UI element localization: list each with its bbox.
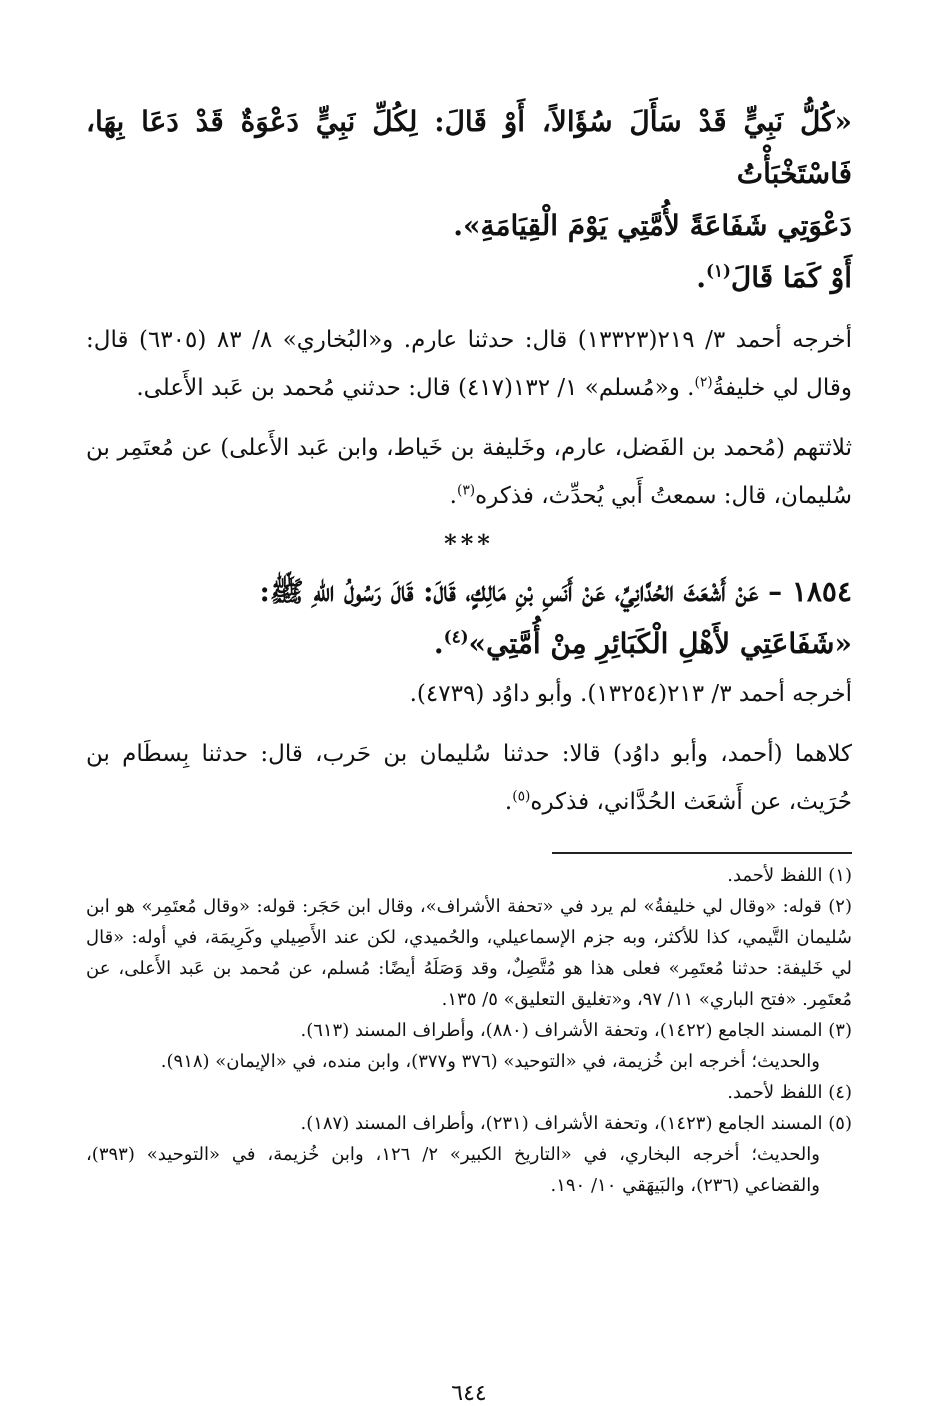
isnad-paragraph-2 [86,730,852,826]
footnote-ref-4: (٤) [443,626,469,647]
hadith-2-line-1-text: عَنْ أَشْعَثَ الحُدَّانِيِّ، عَنْ أَنَسِ بْنِ مَالِكٍ، قَالَ: قَالَ رَسُولُ اللهِ ﷺ: [259,575,759,608]
footnote-divider [552,852,852,854]
isnad-2-text: كلاهما (أحمد، وأبو داوُد) قالا: حدثنا سُليمان بن حَرب، قال: حدثنا بِسطَام بن حُرَيث، عن أَشعَث الحُدَّاني، فذكره [86,741,852,815]
hadith-2-line-2-text: «شَفَاعَتِي لأَهْلِ الْكَبَائِرِ مِنْ أُمَّتِي» [468,627,852,660]
book-page [86,96,853,1406]
footnote-ref-2: (٢) [694,374,713,391]
page-number: ٦٤٤ [451,1381,487,1406]
takhrij-1-text-a: أخرجه أحمد ٣/ ٢١٩(١٣٣٢٣) قال: حدثنا عارم. و«البُخاري» ٨/ ٨٣ (٦٣٠٥) قال: وقال لي خليفةُ [86,327,853,401]
footnote-5: (٥) المسند الجامع (١٤٢٣)، وتحفة الأشراف (٢٣١)، وأطراف المسند (١٨٧). [300,1113,852,1134]
isnad-2-end: . [504,789,513,815]
footnote-2: (٢) قوله: «وقال لي خليفةُ» لم يرد في «تحفة الأشراف»، وقال ابن حَجَر: قوله: «وقال مُعتَمِر» هو ابن سُليمان التَّيمي، كذا للأكثر، وبه جزم الإسماعيلي، والحُميدي، لكن عند الأَصِيلي وكَرِيمَة، في أوله: «قال لي خَليفة: حدثنا مُعتَمِر» فعلى هذا هو مُتَّصِلٌ، وقد وَصَلَهُ أيضًا: مُسلم، عن مُحمد بن عَبد الأَعلى، عن مُعتَمِر. «فتح الباري» ١١/ ٩٧، و«تغليق التعليق» ٥/ ١٣٥. [86,896,852,1010]
quote-line-1: «كُلُّ نَبِيٍّ قَدْ سَأَلَ سُؤَالاً، أَوْ قَالَ: لِكُلِّ نَبِيٍّ دَعْوَةٌ قَدْ دَعَا بِهَا، فَاسْتَخْبَأْتُ [86,105,852,190]
footnote-ref-5: (٥) [512,788,531,805]
isnad-1-text: ثلاثتهم (مُحمد بن الفَضل، عارم، وخَليفة بن خَياط، وابن عَبد الأَعلى) عن مُعتَمِر بن سُليمان، قال: سمعتُ أَبي يُحدِّث، فذكره [86,435,852,509]
footnote-3-note: والحديث؛ أخرجه ابن خُزيمة، في «التوحيد» (٣٧٦ و٣٧٧)، وابن منده، في «الإيمان» (٩١٨). [160,1051,820,1072]
footnotes [86,860,852,1201]
footnote-3: (٣) المسند الجامع (١٤٢٢)، وتحفة الأشراف (٨٨٠)، وأطراف المسند (٦١٣). [300,1020,852,1041]
section-separator: *** [444,529,494,558]
footnote-5-note: والحديث؛ أخرجه البخاري، في «التاريخ الكبير» ٢/ ١٢٦، وابن خُزيمة، في «التوحيد» (٣٩٣)، والقضاعي (٢٣٦)، والبَيهَقي ١٠/ ١٩٠. [86,1144,820,1196]
takhrij-paragraph-1 [86,316,852,412]
hadith-quote-1 [86,96,852,304]
footnote-ref-1: (١) [705,260,731,281]
takhrij-1-text-b: . و«مُسلم» ١/ ١٣٢(٤١٧) قال: حدثني مُحمد بن عَبد الأَعلى. [136,375,695,401]
isnad-1-end: . [449,483,457,509]
quote-line-3-text: أَوْ كَمَا قَالَ [730,261,852,294]
takhrij-paragraph-2: أخرجه أحمد ٣/ ٢١٣(١٣٢٥٤). وأبو داوُد (٤٧٣٩). [409,681,852,707]
hadith-2-line-2-end: . [433,627,444,660]
hadith-2-line-1 [86,566,852,618]
isnad-paragraph-1 [86,424,852,520]
hadith-quote-2 [86,566,852,670]
footnote-ref-3: (٣) [456,482,476,499]
quote-line-3 [86,252,852,304]
hadith-number: ١٨٥٤ – [768,575,852,608]
footnote-4: (٤) اللفظ لأحمد. [727,1082,852,1103]
quote-line-3-end: . [696,261,706,294]
hadith-2-line-2 [86,618,852,670]
quote-line-2: دَعْوَتِي شَفَاعَةً لأُمَّتِي يَوْمَ الْقِيَامَةِ». [453,209,852,242]
footnote-1: (١) اللفظ لأحمد. [727,865,852,886]
